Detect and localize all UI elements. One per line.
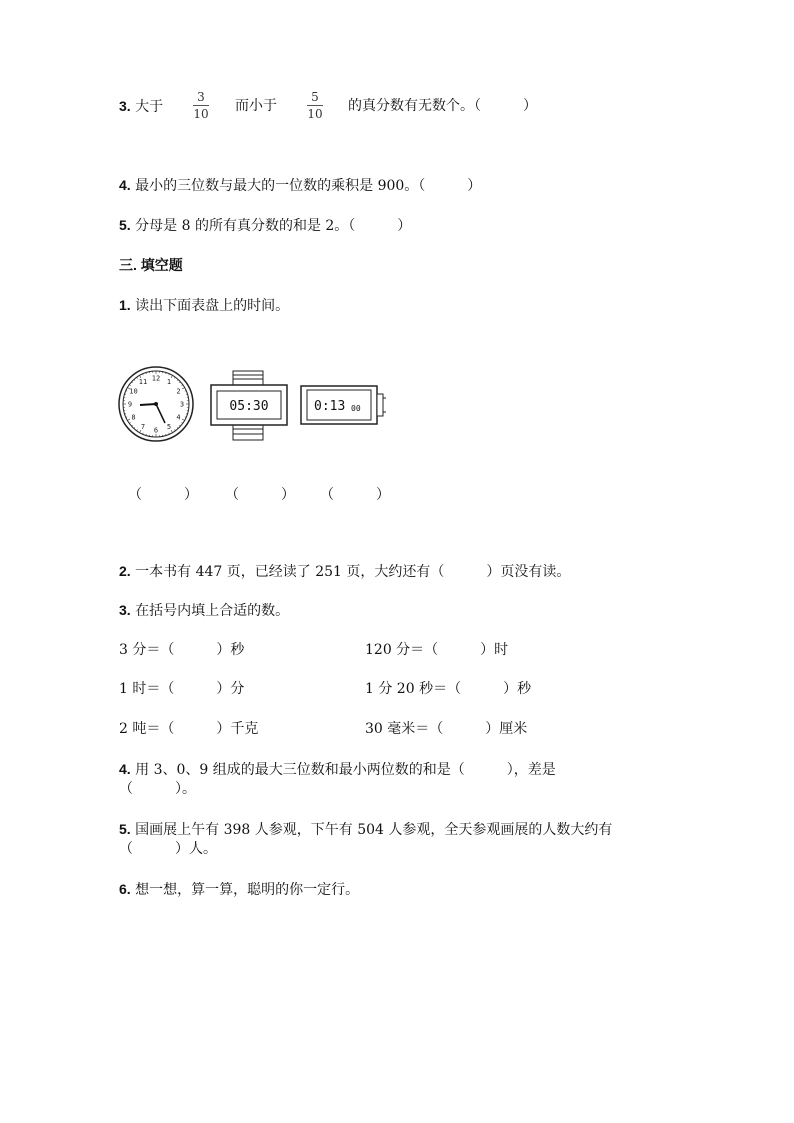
clock-number: 11	[138, 378, 148, 386]
fraction-bar	[307, 105, 323, 106]
denominator: 10	[307, 107, 323, 121]
question-text: 最小的三位数与最大的一位数的乘积是 900。（ ）	[135, 178, 482, 194]
question-number: 5.	[119, 217, 131, 233]
clock-number: 3	[179, 400, 185, 409]
fill-question-4	[119, 760, 556, 779]
clock-number: 2	[176, 387, 181, 396]
question-5	[119, 216, 411, 235]
question-number: 3.	[119, 602, 131, 618]
conversion-r3c1: 2 吨＝（ ）千克	[119, 721, 259, 737]
denominator: 10	[193, 107, 209, 121]
fill-question-4-cont: （ ）。	[119, 781, 196, 797]
clock-number: 6	[153, 426, 159, 435]
question-text: 国画展上午有 398 人参观，下午有 504 人参观，全天参观画展的人数大约有	[135, 822, 613, 838]
watch-button	[377, 394, 383, 416]
question-number: 6.	[119, 881, 131, 897]
conversion-r1c1: 3 分＝（ ）秒	[119, 642, 245, 658]
section-heading: 三. 填空题	[119, 257, 183, 273]
fill-question-5	[119, 820, 612, 839]
digital-time-2-seconds: 00	[351, 404, 361, 413]
fraction-bar	[193, 105, 209, 106]
question-text: 用 3、0、9 组成的最大三位数和最小两位数的和是（ ），差是	[135, 762, 556, 778]
question-4	[119, 176, 481, 195]
clock-center	[154, 402, 158, 406]
question-text-mid: 而小于	[235, 98, 277, 114]
question-text: 分母是 8 的所有真分数的和是 2。（ ）	[135, 218, 412, 234]
clock-answer-blank-3[interactable]: （ ）	[320, 487, 390, 503]
clock-number: 9	[127, 400, 133, 409]
fill-question-5-cont: （ ）人。	[119, 841, 217, 857]
clock-number: 12	[151, 374, 161, 383]
question-number: 4.	[119, 761, 131, 777]
question-number: 4.	[119, 177, 131, 193]
strap-top	[233, 371, 263, 385]
conversion-r2c1: 1 时＝（ ）分	[119, 681, 245, 697]
question-text: 读出下面表盘上的时间。	[135, 298, 290, 314]
conversion-r3c2: 30 毫米＝（ ）厘米	[365, 721, 528, 737]
question-text: 想一想，算一算，聪明的你一定行。	[135, 882, 360, 898]
question-text: 在括号内填上合适的数。	[135, 603, 290, 619]
analog-clock	[119, 367, 193, 441]
question-text-post: 的真分数有无数个。（ ）	[348, 98, 537, 114]
clock-number: 10	[129, 387, 138, 396]
fill-question-1	[119, 296, 289, 315]
clock-answer-blank-1[interactable]: （ ）	[128, 487, 198, 503]
numerator: 5	[311, 90, 319, 104]
question-number: 3.	[119, 98, 131, 114]
question-text: 一本书有 447 页，已经读了 251 页，大约还有（ ）页没有读。	[135, 564, 571, 580]
fill-question-2	[119, 562, 570, 581]
clock-number: 7	[140, 423, 146, 431]
clock-number: 1	[166, 378, 172, 386]
digital-watch-1	[211, 371, 287, 440]
question-number: 2.	[119, 563, 131, 579]
clock-number: 4	[176, 413, 181, 422]
question-number: 1.	[119, 297, 131, 313]
numerator: 3	[197, 90, 205, 104]
clock-number: 8	[131, 413, 136, 422]
digital-watch-2	[301, 386, 386, 424]
conversion-r1c2: 120 分＝（ ）时	[365, 642, 509, 658]
clock-illustrations	[118, 366, 398, 446]
clock-answer-blank-2[interactable]: （ ）	[225, 487, 295, 503]
question-number: 5.	[119, 821, 131, 837]
strap-bottom	[233, 424, 263, 440]
question-text-pre: 大于	[135, 99, 164, 115]
fill-question-3	[119, 601, 289, 620]
conversion-r2c2: 1 分 20 秒＝（ ）秒	[365, 681, 532, 697]
digital-time-2: 0:13	[314, 399, 346, 414]
digital-time-1: 05:30	[229, 399, 269, 414]
fraction-3-10	[191, 90, 211, 121]
clock-number: 5	[166, 423, 172, 431]
hour-hand	[140, 404, 156, 405]
question-3	[119, 97, 163, 116]
fill-question-6	[119, 880, 359, 899]
fraction-5-10	[305, 90, 325, 121]
